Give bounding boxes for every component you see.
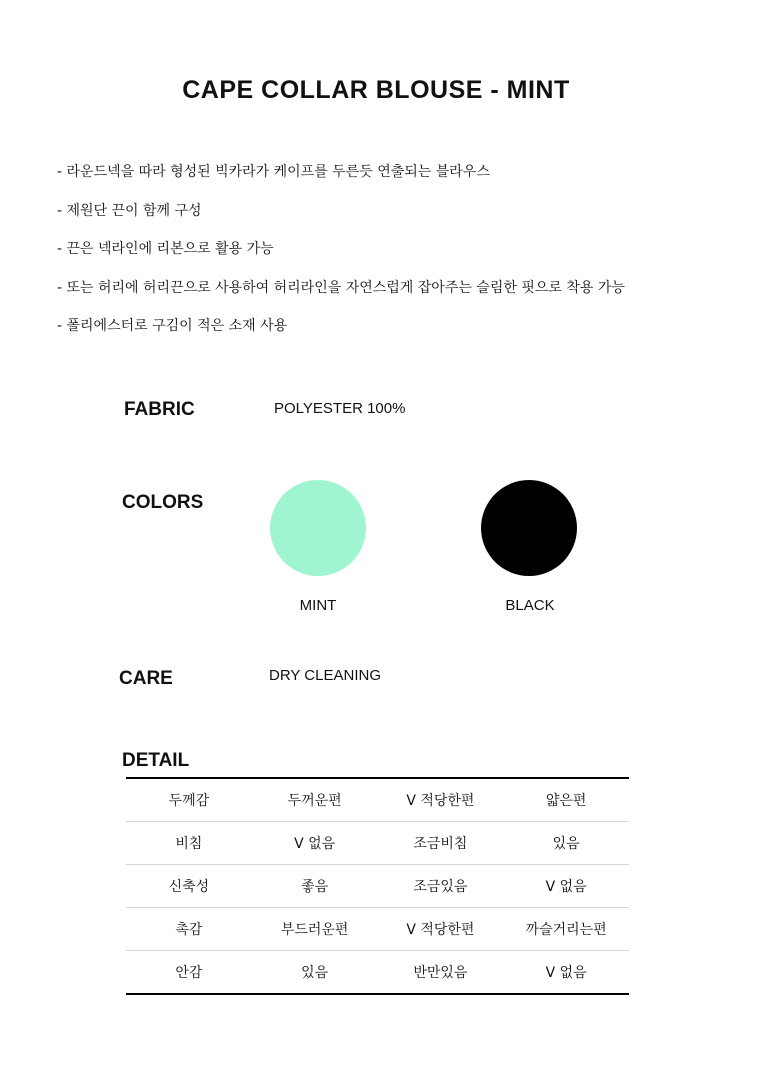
table-cell: 얇은편 [545, 793, 587, 809]
table-cell: V 없음 [503, 951, 629, 995]
detail-label: DETAIL [122, 750, 190, 771]
colors-label: COLORS [122, 492, 204, 513]
table-cell: V 없음 [503, 865, 629, 908]
table-cell: 신축성 [126, 865, 252, 908]
product-title: CAPE COLLAR BLOUSE - MINT [182, 76, 570, 104]
care-label: CARE [119, 668, 173, 689]
care-value: DRY CLEANING [269, 667, 381, 684]
description-list [57, 161, 625, 354]
color-name-mint: MINT [299, 597, 337, 614]
table-row [126, 951, 629, 995]
mint-color-swatch [270, 480, 366, 576]
detail-table [126, 777, 629, 995]
description-item: - 폴리에스터로 구김이 적은 소재 사용 [57, 318, 288, 334]
description-item: - 끈은 넥라인에 리본으로 활용 가능 [57, 241, 274, 257]
table-cell: 조금있음 [378, 865, 504, 908]
table-cell: V 적당한편 [406, 793, 475, 809]
table-cell: 반만있음 [378, 951, 504, 995]
table-cell: V 적당한편 [378, 908, 504, 951]
table-cell: 좋음 [252, 865, 378, 908]
table-cell: 촉감 [126, 908, 252, 951]
table-cell: 조금비침 [378, 822, 504, 865]
table-cell: V 없음 [252, 822, 378, 865]
table-cell: 있음 [503, 822, 629, 865]
description-item: - 라운드넥을 따라 형성된 빅카라가 케이프를 두른듯 연출되는 블라우스 [57, 164, 490, 180]
table-cell: 두꺼운편 [287, 793, 342, 809]
description-item: - 또는 허리에 허리끈으로 사용하여 허리라인을 자연스럽게 잡아주는 슬림한 핏으로 착용 가능 [57, 279, 625, 296]
table-row [126, 865, 629, 908]
color-name-black: BLACK [505, 597, 555, 614]
fabric-label: FABRIC [124, 399, 195, 420]
table-cell: 부드러운편 [252, 908, 378, 951]
table-cell: 안감 [126, 951, 252, 995]
description-item: - 제원단 끈이 함께 구성 [57, 202, 202, 219]
table-cell: 비침 [126, 822, 252, 865]
table-cell: 두께감 [168, 793, 210, 809]
black-color-swatch [481, 480, 577, 576]
table-cell: 까슬거리는편 [503, 908, 629, 951]
fabric-value: POLYESTER 100% [274, 400, 406, 417]
table-row [126, 908, 629, 951]
table-row [126, 778, 629, 822]
table-cell: 있음 [252, 951, 378, 995]
table-row [126, 822, 629, 865]
